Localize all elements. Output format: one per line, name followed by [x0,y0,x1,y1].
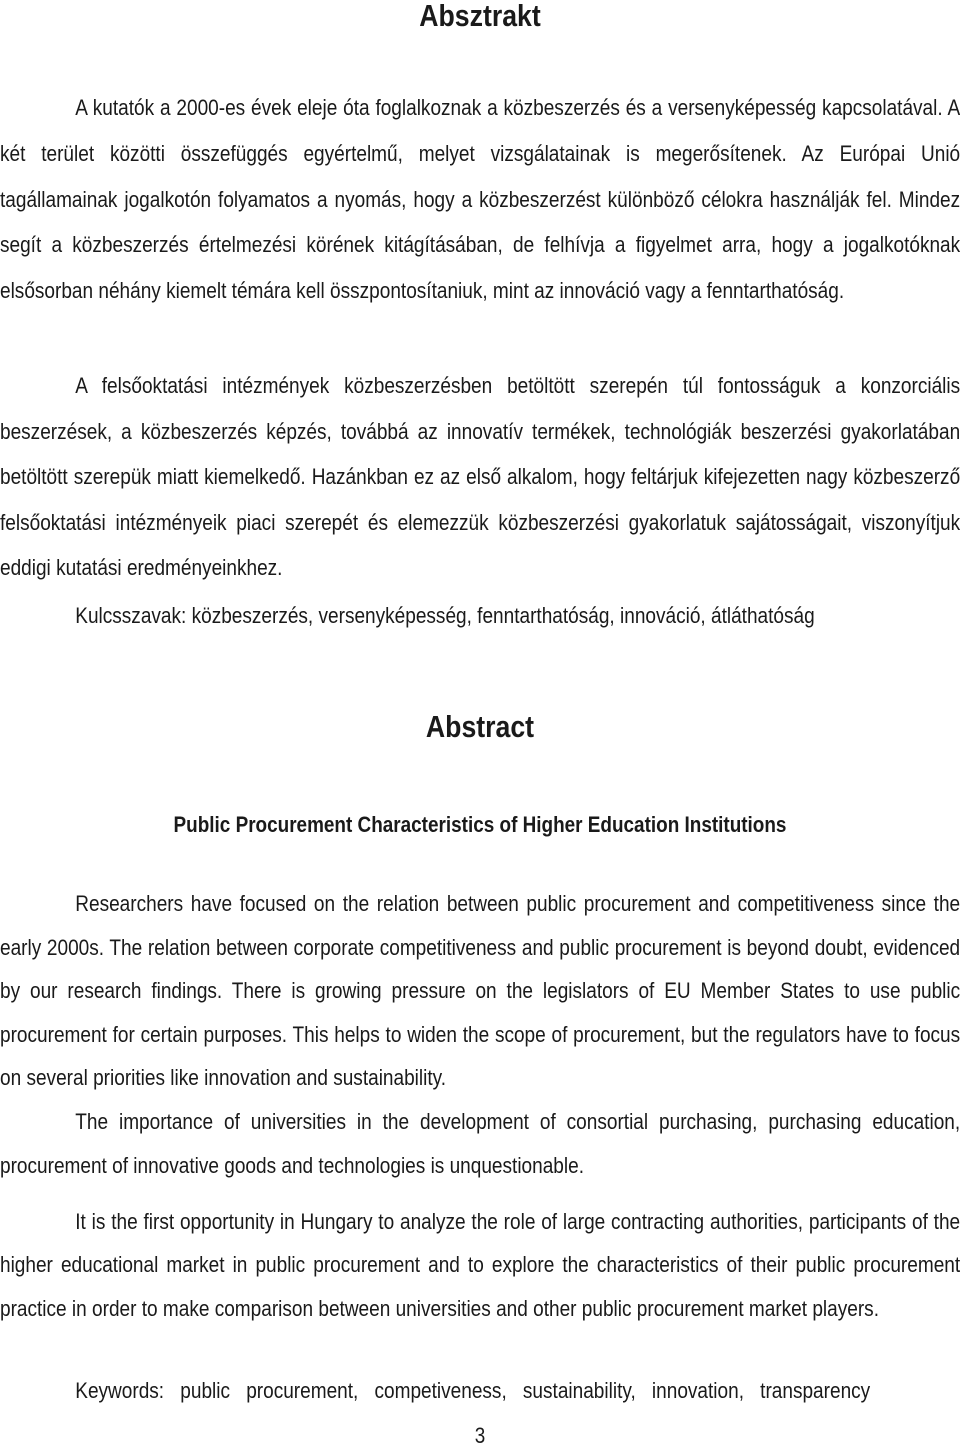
english-keywords: Keywords: public procurement, competiveness, sustainability, innovation, transparency [75,1378,871,1403]
hungarian-paragraph-2: A felsőoktatási intézmények közbeszerzésben betöltött szerepén túl fontosságuk a konzorciális beszerzések, a közbeszerzés képzés, továbbá az innovatív termékek, technológiák beszerzési gyakorlatában betöltött szerepük miatt kiemelkedő. Hazánkban ez az első alkalom, hogy feltárjuk kifejezetten nagy közbeszerző felsőoktatási intézményeik piaci szerepét és elemezzük közbeszerzési gyakorlatuk sajátosságait, viszonyítjuk eddigi kutatási eredményeinkhez. [0,373,960,580]
english-abstract-title: Abstract [425,709,535,744]
hungarian-abstract-title: Absztrakt [419,0,541,33]
english-paper-subtitle: Public Procurement Characteristics of Higher Education Institutions [173,812,787,837]
english-paragraph-1: Researchers have focused on the relation between public procurement and competitiveness since the early 2000s. The relation between corporate competitiveness and public procurement is beyond doubt, evidenced by our research findings. There is growing pressure on the legislators of EU Member States to use public procurement for certain purposes. This helps to widen the scope of procurement, but the regulators have to focus on several priorities like innovation and sustainability. [0,891,960,1091]
page-number: 3 [474,1423,486,1448]
english-paragraph-3: It is the first opportunity in Hungary to analyze the role of large contracting authorities, participants of the higher educational market in public procurement and to explore the characteristics of their public procurement practice in order to make comparison between universities and other public procurement market players. [0,1209,960,1321]
english-paragraph-2: The importance of universities in the development of consortial purchasing, purchasing education, procurement of innovative goods and technologies is unquestionable. [0,1109,960,1178]
hungarian-paragraph-1: A kutatók a 2000-es évek eleje óta foglalkoznak a közbeszerzés és a versenyképesség kapcsolatával. A két terület közötti összefüggés egyértelmű, melyet vizsgálatainak is megerősítenek. Az Európai Unió tagállamainak jogalkotón folyamatos a nyomás, hogy a közbeszerzést különböző célokra használják fel. Mindez segít a közbeszerzés értelmezési körének kitágításában, de felhívja a figyelmet arra, hogy a jogalkotóknak elsősorban néhány kiemelt témára kell összpontosítaniuk, mint az innováció vagy a fenntarthatóság. [0,95,960,304]
hungarian-keywords: Kulcsszavak: közbeszerzés, versenyképesség, fenntarthatóság, innováció, átláthatóság [75,603,815,628]
